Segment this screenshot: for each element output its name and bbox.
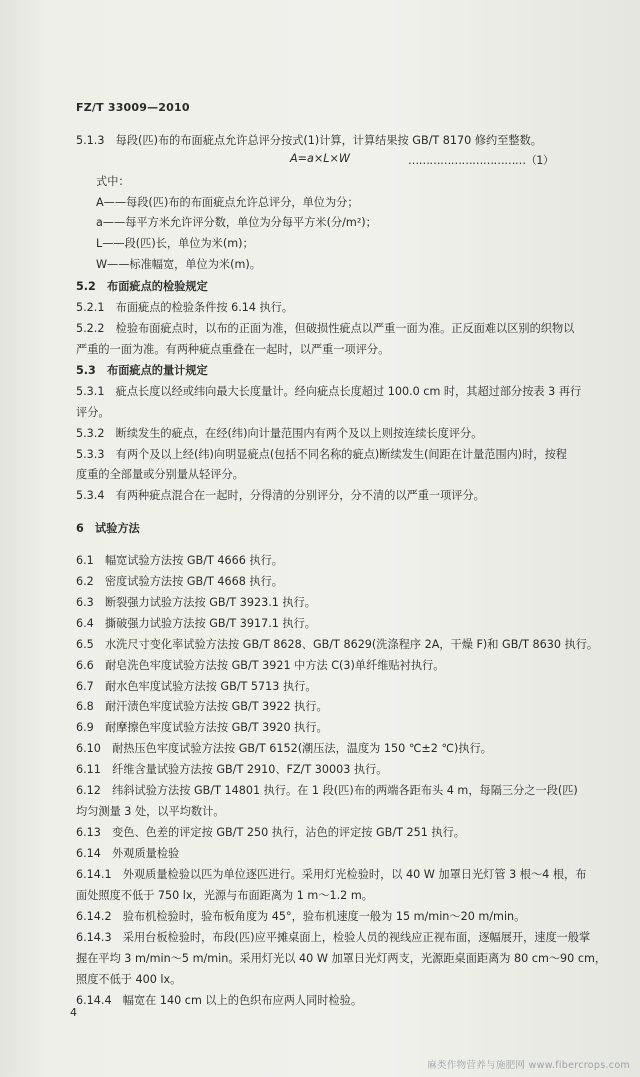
- text-line: 6.10 耐热压色牢度试验方法按 GB/T 6152(潮压法，温度为 150 ℃±2 ℃)执行。: [76, 742, 492, 755]
- section-heading: 5.2 布面疵点的检验规定: [76, 280, 208, 293]
- text-line: 严重的一面为准。有两种疵点重叠在一起时，以严重一项评分。: [76, 343, 390, 356]
- text-line: 5.3.4 有两种疵点混合在一起时，分得清的分别评分，分不清的以严重一项评分。: [76, 489, 485, 502]
- text-line: 6.2 密度试验方法按 GB/T 4668 执行。: [76, 575, 283, 588]
- watermark: 麻类作物营养与施肥网 www.fibercrops.com: [427, 1060, 630, 1071]
- text-line: 6.11 纤维含量试验方法按 GB/T 2910、FZ/T 30003 执行。: [76, 763, 388, 776]
- text-line: 6.12 纬斜试验方法按 GB/T 14801 执行。在 1 段(匹)布的两端各距布头 4 m，每隔三分之一段(匹): [76, 784, 578, 797]
- text-line: 6.3 断裂强力试验方法按 GB/T 3923.1 执行。: [76, 596, 316, 609]
- text-line: 面处照度不低于 750 lx，光源与布面距离为 1 m～1.2 m。: [76, 889, 373, 902]
- text-line: 照度不低于 400 lx。: [76, 973, 182, 986]
- text-line: 6.5 水洗尺寸变化率试验方法按 GB/T 8628、GB/T 8629(洗涤程序 2A，干燥 F)和 GB/T 8630 执行。: [76, 638, 599, 651]
- text-line: 6.9 耐摩擦色牢度试验方法按 GB/T 3920 执行。: [76, 721, 328, 734]
- text-line: 6.14.4 幅宽在 140 cm 以上的色织布应两人同时检验。: [76, 994, 363, 1007]
- text-line: 6.8 耐汗渍色牢度试验方法按 GB/T 3922 执行。: [76, 700, 328, 713]
- text-line: 6.13 变色、色差的评定按 GB/T 250 执行，沾色的评定按 GB/T 251 执行。: [76, 826, 465, 839]
- text-line: 5.1.3 每段(匹)布的布面疵点允许总评分按式(1)计算，计算结果按 GB/T 8170 修约至整数。: [76, 134, 542, 147]
- text-line: 握在平均 3 m/min～5 m/min。采用灯光以 40 W 加罩日光灯两支，光源距桌面距离为 80 cm～90 cm，: [76, 952, 607, 965]
- text-line: 均匀测量 3 处，以平均数计。: [76, 805, 225, 818]
- text-line: 评分。: [76, 406, 110, 419]
- text-line: 6.14.3 采用台板检验时，布段(匹)应平摊桌面上，检验人员的视线应正视布面，逐幅展开，速度一般掌: [76, 931, 591, 944]
- text-line: 5.2.2 检验布面疵点时，以布的正面为准，但破损性疵点以严重一面为准。正反面难以区别的织物以: [76, 322, 575, 335]
- text-line: 度重的全部量或分别量从轻评分。: [76, 468, 244, 481]
- text-line: a——每平方米允许评分数，单位为分每平方米(分/m²)；: [96, 216, 377, 229]
- text-line: W——标准幅宽，单位为米(m)。: [96, 258, 261, 271]
- text-line: 5.3.3 有两个及以上经(纬)向明显疵点(包括不同名称的疵点)断续发生(间距在计量范围内)时，按程: [76, 448, 567, 461]
- formula: A=a×L×W: [290, 152, 350, 165]
- text-line: 6.14 外观质量检验: [76, 847, 180, 860]
- text-line: 6.7 耐水色牢度试验方法按 GB/T 5713 执行。: [76, 680, 317, 693]
- text-line: 6.14.1 外观质量检验以匹为单位逐匹进行。采用灯光检验时，以 40 W 加罩日光灯管 3 根～4 根，布: [76, 868, 587, 881]
- text-line: 5.3.1 疵点长度以经或纬向最大长度量计。经向疵点长度超过 100.0 cm 时，其超过部分按表 3 再行: [76, 385, 582, 398]
- text-line: L——段(匹)长，单位为米(m)；: [96, 237, 254, 250]
- text-line: 6.1 幅宽试验方法按 GB/T 4666 执行。: [76, 554, 283, 567]
- text-line: A——每段(匹)布的布面疵点允许总评分，单位为分；: [96, 196, 359, 209]
- section-heading: 6 试验方法: [76, 522, 140, 535]
- page-number: 4: [70, 1006, 77, 1019]
- text-line: 5.3.2 断续发生的疵点，在经(纬)向计量范围内有两个及以上则按连续长度评分。: [76, 427, 483, 440]
- formula-number: ……………………………（1）: [408, 154, 554, 167]
- text-line: 6.14.2 验布机检验时，验布板角度为 45°，验布机速度一般为 15 m/min～20 m/min。: [76, 910, 526, 923]
- text-line: 6.6 耐皂洗色牢度试验方法按 GB/T 3921 中方法 C(3)单纤维贴衬执行。: [76, 659, 445, 672]
- page-header: FZ/T 33009—2010: [76, 101, 190, 114]
- text-line: 式中：: [96, 175, 130, 188]
- section-heading: 5.3 布面疵点的量计规定: [76, 364, 208, 377]
- text-line: 5.2.1 布面疵点的检验条件按 6.14 执行。: [76, 301, 294, 314]
- text-line: 6.4 撕破强力试验方法按 GB/T 3917.1 执行。: [76, 617, 316, 630]
